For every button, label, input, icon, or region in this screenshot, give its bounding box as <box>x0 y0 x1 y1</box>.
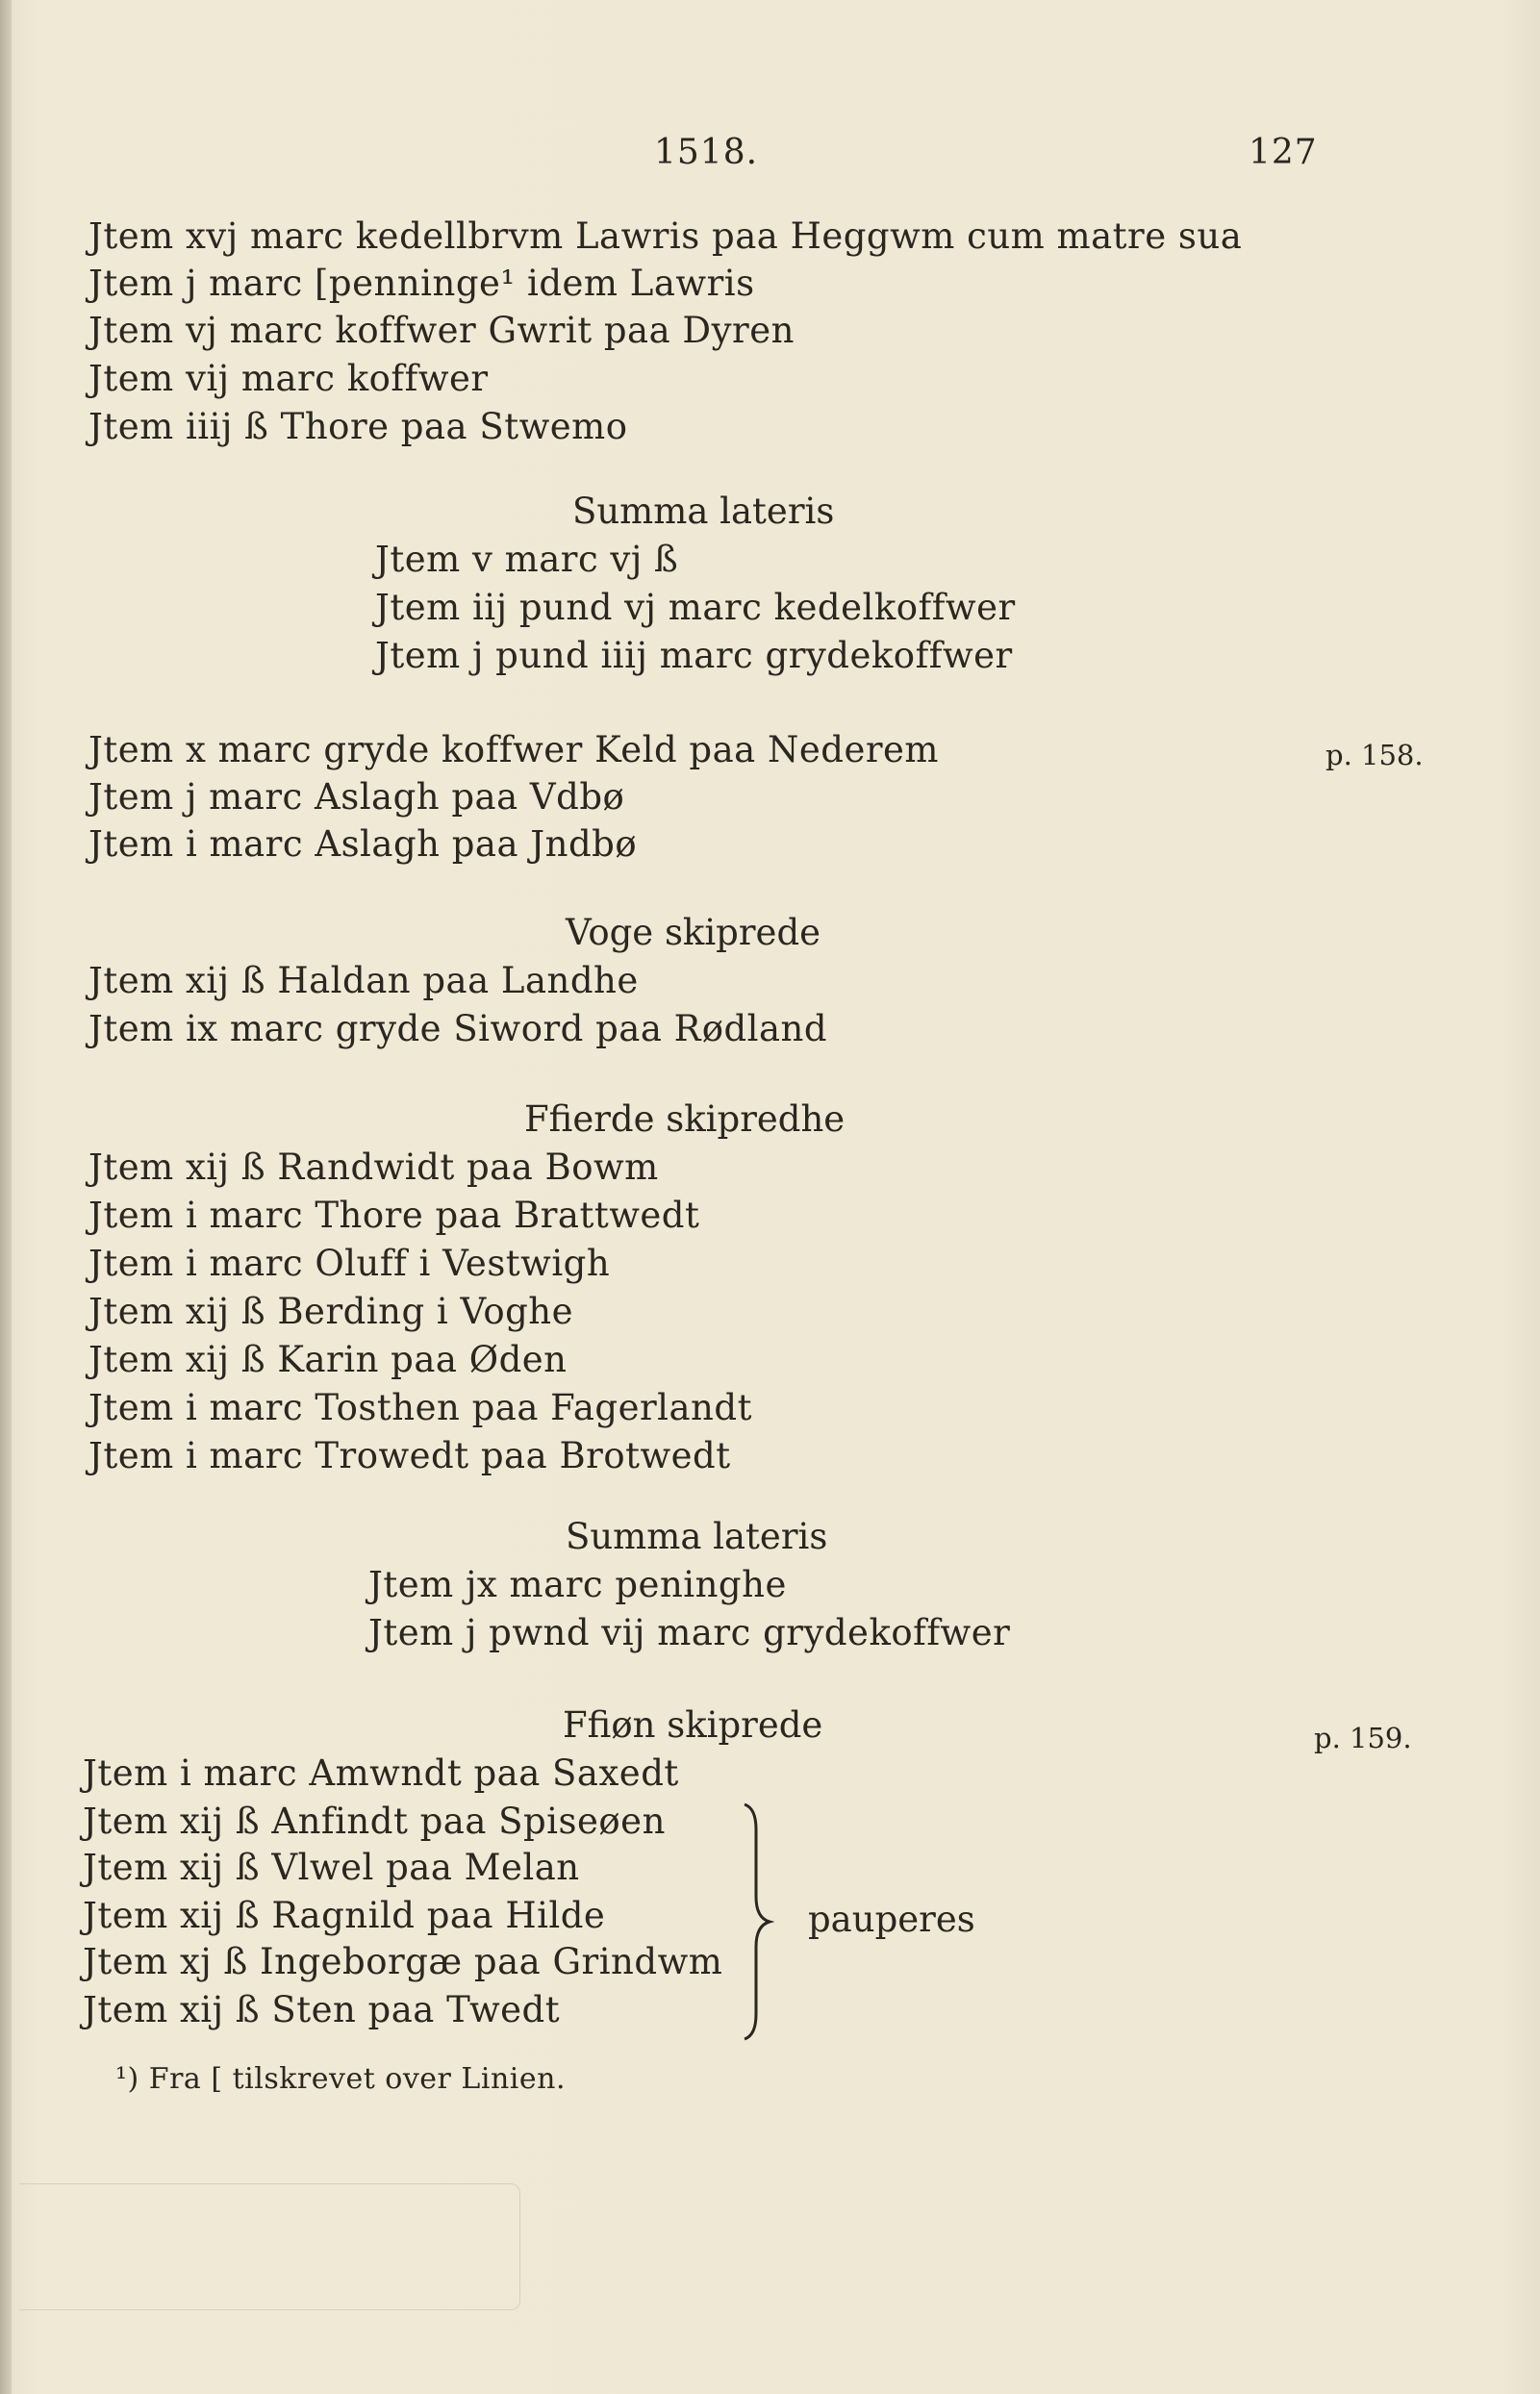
footnote: ¹) Fra [ tilskrevet over Linien. <box>115 2062 566 2096</box>
summa-heading: Summa lateris <box>572 491 835 532</box>
entry-line: Jtem xij ß Karin paa Øden <box>88 1339 568 1380</box>
summa-line: Jtem j pund iiij marc grydekoffwer <box>375 635 1013 676</box>
entry-line: Jtem xij ß Anfindt paa Spiseøen <box>83 1801 666 1842</box>
entry-line: Jtem j marc [penninge¹ idem Lawris <box>88 263 755 304</box>
entry-line: Jtem x marc gryde koffwer Keld paa Nederem <box>88 729 940 770</box>
entry-line: Jtem vj marc koffwer Gwrit paa Dyren <box>88 310 795 351</box>
entry-line: Jtem i marc Aslagh paa Jndbø <box>88 823 638 865</box>
margin-page-ref: p. 158. <box>1325 739 1424 771</box>
entry-line: Jtem iiij ß Thore paa Stwemo <box>88 406 628 447</box>
year-heading: 1518. <box>654 133 759 172</box>
entry-line: Jtem xij ß Sten paa Twedt <box>83 1989 561 2030</box>
entry-line: Jtem i marc Oluff i Vestwigh <box>88 1243 611 1284</box>
entry-line: Jtem xij ß Haldan paa Landhe <box>88 960 639 1001</box>
entry-line: Jtem i marc Thore paa Brattwedt <box>88 1195 700 1236</box>
binding-shadow <box>0 0 12 2394</box>
summa-line: Jtem jx marc peninghe <box>368 1564 787 1605</box>
page-header <box>0 133 1540 181</box>
entry-line: Jtem xvj marc kedellbrvm Lawris paa Heggwm cum matre sua <box>88 215 1243 257</box>
section-heading-ffierde: Ffierde skipredhe <box>524 1098 846 1140</box>
right-brace <box>741 1801 779 2041</box>
summa-line: Jtem iij pund vj marc kedelkoffwer <box>375 587 1016 628</box>
faded-stamp-mark <box>19 2183 520 2310</box>
summa-heading: Summa lateris <box>566 1516 828 1557</box>
entry-line: Jtem xij ß Ragnild paa Hilde <box>83 1895 606 1936</box>
brace-label: pauperes <box>808 1899 975 1940</box>
entry-line: Jtem i marc Trowedt paa Brotwedt <box>88 1435 731 1476</box>
section-heading-voge: Voge skiprede <box>566 912 821 953</box>
entry-line: Jtem i marc Tosthen paa Fagerlandt <box>88 1387 752 1428</box>
entry-line: Jtem vij marc koffwer <box>88 358 489 399</box>
entry-line: Jtem xij ß Berding i Voghe <box>88 1291 574 1332</box>
margin-page-ref: p. 159. <box>1314 1722 1412 1754</box>
summa-line: Jtem v marc vj ß <box>375 539 679 580</box>
entry-line: Jtem i marc Amwndt paa Saxedt <box>83 1752 679 1794</box>
summa-line: Jtem j pwnd vij marc grydekoffwer <box>368 1612 1011 1653</box>
entry-line: Jtem xij ß Randwidt paa Bowm <box>88 1147 659 1188</box>
entry-line: Jtem xj ß Ingeborgæ paa Grindwm <box>83 1941 723 1982</box>
entry-line: Jtem ix marc gryde Siword paa Rødland <box>88 1008 828 1049</box>
section-heading-ffion: Ffiøn skiprede <box>563 1704 823 1746</box>
entry-line: Jtem xij ß Vlwel paa Melan <box>83 1847 580 1888</box>
page-number: 127 <box>1249 133 1318 172</box>
entry-line: Jtem j marc Aslagh paa Vdbø <box>88 776 625 818</box>
